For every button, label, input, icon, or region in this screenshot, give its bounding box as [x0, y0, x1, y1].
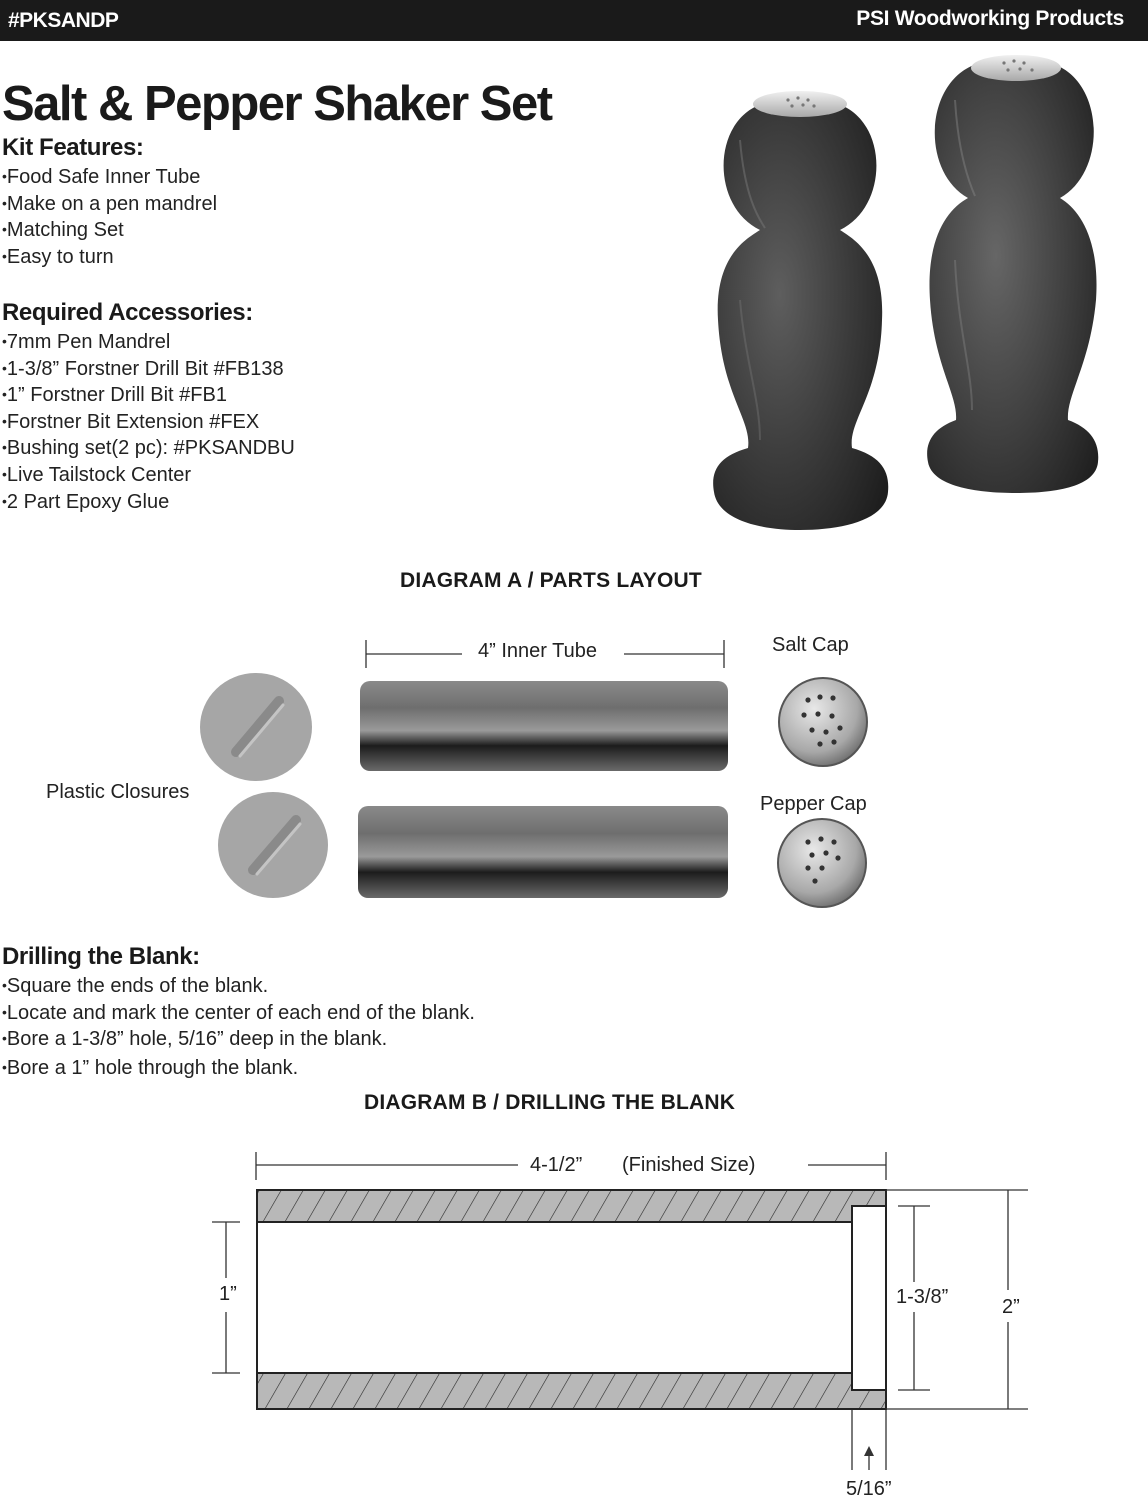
blank-wall-bottom — [257, 1373, 886, 1409]
product-sku: #PKSANDP — [8, 9, 119, 32]
inner-tube-label: 4” Inner Tube — [478, 640, 597, 662]
required-accessories-heading: Required Accessories: — [2, 299, 253, 326]
diagram-a-title: DIAGRAM A / PARTS LAYOUT — [400, 569, 702, 592]
diagram-b-title: DIAGRAM B / DRILLING THE BLANK — [364, 1091, 736, 1114]
list-item: • Easy to turn — [2, 243, 217, 270]
counterbore-depth-label: 5/16” — [846, 1478, 892, 1500]
brand-name: PSI Woodworking Products — [856, 7, 1124, 30]
depth-dimension-line — [852, 1410, 886, 1470]
list-item: • Locate and mark the center of each end of the blank. — [2, 999, 475, 1026]
bore-hole — [257, 1222, 886, 1373]
list-item: • Live Tailstock Center — [2, 461, 295, 488]
depth-arrow-icon — [864, 1446, 874, 1456]
list-item: • 1-3/8” Forstner Drill Bit #FB138 — [2, 355, 295, 382]
bore-size-label: 1” — [219, 1283, 237, 1305]
plastic-closures-label: Plastic Closures — [46, 781, 190, 803]
blank-diameter-label: 2” — [1002, 1296, 1020, 1318]
counterbore — [852, 1206, 886, 1390]
list-item: • Square the ends of the blank. — [2, 972, 475, 999]
list-item: • Bushing set(2 pc): #PKSANDBU — [2, 434, 295, 461]
counterbore-size-label: 1-3/8” — [896, 1286, 949, 1308]
list-item: • 2 Part Epoxy Glue — [2, 488, 295, 515]
list-item: • Make on a pen mandrel — [2, 190, 217, 217]
list-item: • Bore a 1-3/8” hole, 5/16” deep in the blank. — [2, 1025, 475, 1052]
list-item: • Bore a 1” hole through the blank. — [2, 1054, 475, 1081]
list-item: • Food Safe Inner Tube — [2, 163, 217, 190]
list-item: • 7mm Pen Mandrel — [2, 328, 295, 355]
blank-wall-top — [257, 1190, 886, 1222]
pepper-cap-label: Pepper Cap — [760, 793, 867, 815]
kit-features-heading: Kit Features: — [2, 134, 144, 161]
list-item: • Forstner Bit Extension #FEX — [2, 408, 295, 435]
blank-length-label: 4-1/2” — [530, 1154, 583, 1176]
page-title: Salt & Pepper Shaker Set — [2, 77, 552, 131]
finished-size-label: (Finished Size) — [622, 1154, 756, 1176]
list-item: • Matching Set — [2, 216, 217, 243]
salt-cap-label: Salt Cap — [772, 634, 849, 656]
drilling-heading: Drilling the Blank: — [2, 943, 200, 970]
list-item: • 1” Forstner Drill Bit #FB1 — [2, 381, 295, 408]
